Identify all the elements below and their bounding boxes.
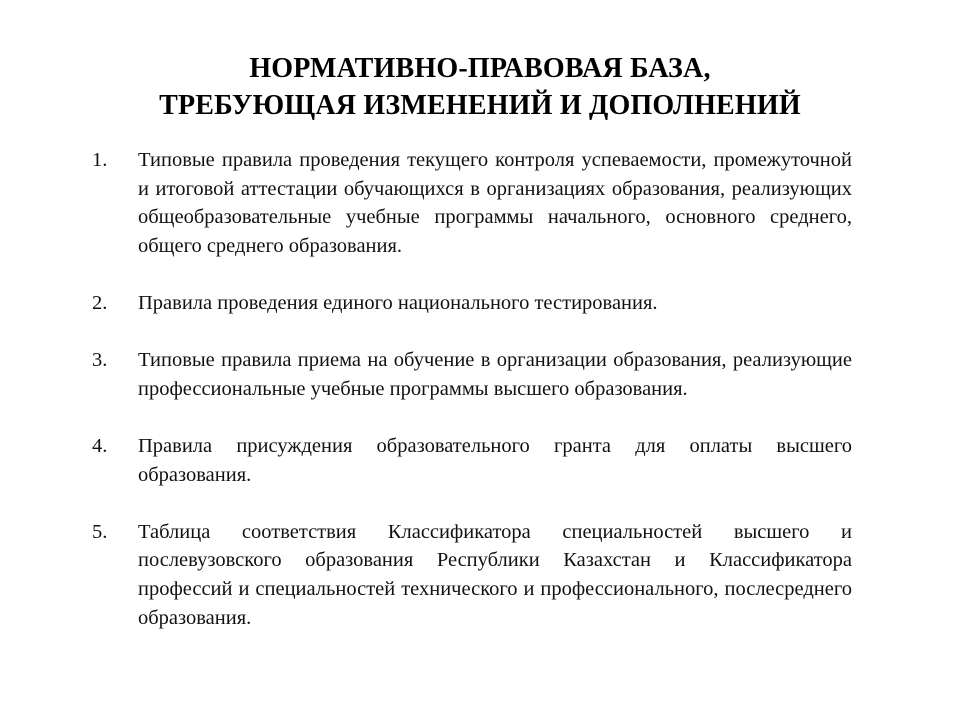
list-item-text: Правила присуждения образовательного гранта для оплаты высшего образования. [138, 434, 852, 486]
list-item-5 [92, 518, 852, 632]
list-item-text: Правила проведения единого национального тестирования. [138, 291, 658, 314]
numbered-list [92, 146, 852, 632]
list-item-2 [92, 289, 852, 318]
list-item-number: 1. [92, 149, 108, 171]
list-item-3 [92, 346, 852, 403]
list-item-text: Типовые правила проведения текущего контроля успеваемости, промежуточной и итоговой аттестации обучающихся в организациях образования, реализующих общеобразовательные учебные программы начального, основного среднего, общего среднего образования. [138, 149, 852, 257]
title-line-2: ТРЕБУЮЩАЯ ИЗМЕНЕНИЙ И ДОПОЛНЕНИЙ [159, 90, 801, 121]
list-item-4 [92, 432, 852, 489]
title-line-1: НОРМАТИВНО-ПРАВОВАЯ БАЗА, [249, 53, 711, 84]
list-item-number: 4. [92, 434, 108, 457]
list-item-text: Таблица соответствия Классификатора специальностей высшего и послевузовского образования Республики Казахстан и Классификатора профессий и специальностей технического и профессионального, послесреднего образования. [138, 520, 852, 629]
page-title [60, 50, 900, 124]
list-item-number: 5. [92, 520, 108, 543]
list-item-number: 2. [92, 291, 108, 314]
list-item-text: Типовые правила приема на обучение в организации образования, реализующие профессиональные учебные программы высшего образования. [138, 349, 852, 400]
list-item-1 [92, 146, 852, 260]
list-item-number: 3. [92, 349, 108, 372]
